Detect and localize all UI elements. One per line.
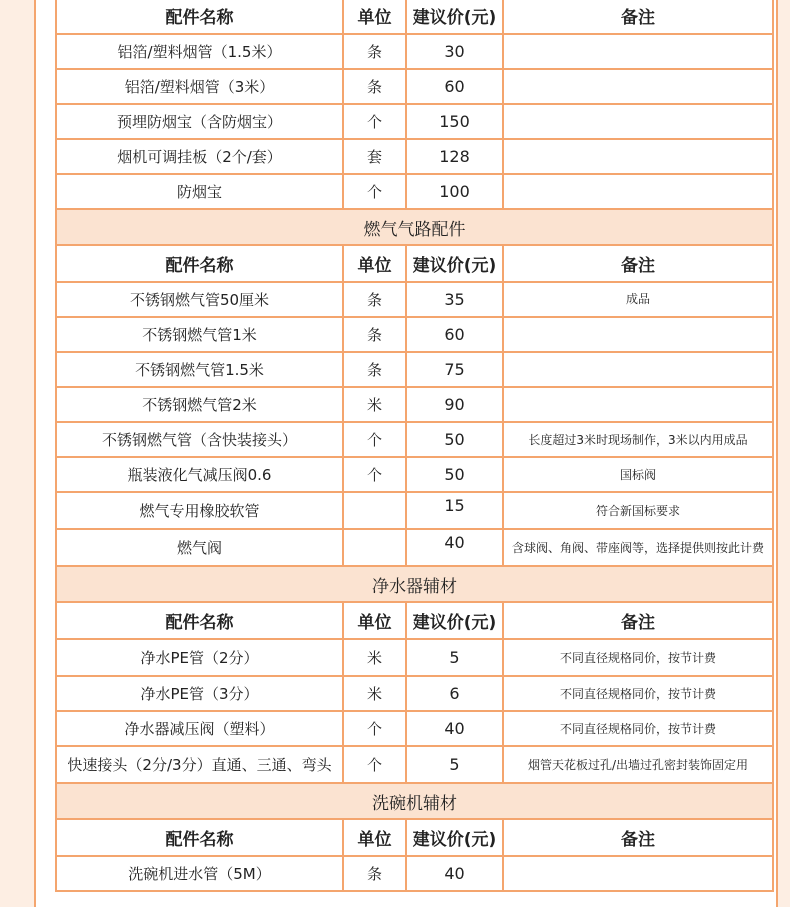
cell-note: 不同直径规格同价，按节计费 — [503, 676, 773, 711]
header-row — [56, 0, 773, 34]
cell-name: 不锈钢燃气管（含快装接头） — [56, 422, 343, 457]
cell-name: 净水PE管（2分） — [56, 639, 343, 676]
cell-unit: 个 — [343, 457, 406, 492]
cell-note: 不同直径规格同价，按节计费 — [503, 711, 773, 746]
cell-unit: 米 — [343, 676, 406, 711]
cell-price: 30 — [406, 34, 503, 69]
cell-price: 50 — [406, 457, 503, 492]
right-border-strip — [776, 0, 790, 907]
cell-price: 90 — [406, 387, 503, 422]
table-row — [56, 711, 773, 746]
table-row — [56, 422, 773, 457]
cell-price: 15 — [406, 492, 503, 529]
table-row — [56, 676, 773, 711]
table-row — [56, 492, 773, 529]
cell-name: 燃气专用橡胶软管 — [56, 492, 343, 529]
header-row — [56, 819, 773, 856]
table-row — [56, 139, 773, 174]
table-row — [56, 457, 773, 492]
cell-name: 预埋防烟宝（含防烟宝） — [56, 104, 343, 139]
cell-price: 60 — [406, 317, 503, 352]
cell-name: 净水器减压阀（塑料） — [56, 711, 343, 746]
header-note: 备注 — [503, 0, 773, 34]
cell-price: 40 — [406, 856, 503, 891]
table-row — [56, 856, 773, 891]
table-row — [56, 174, 773, 209]
cell-name: 快速接头（2分/3分）直通、三通、弯头 — [56, 746, 343, 783]
header-name: 配件名称 — [56, 0, 343, 34]
cell-unit — [343, 492, 406, 529]
header-note: 备注 — [503, 819, 773, 856]
cell-unit — [343, 529, 406, 566]
table-row — [56, 639, 773, 676]
cell-note — [503, 104, 773, 139]
cell-unit: 个 — [343, 422, 406, 457]
cell-note — [503, 69, 773, 104]
table-row — [56, 387, 773, 422]
table-row — [56, 352, 773, 387]
cell-name: 防烟宝 — [56, 174, 343, 209]
cell-price: 6 — [406, 676, 503, 711]
cell-price: 5 — [406, 639, 503, 676]
cell-name: 铝箔/塑料烟管（3米） — [56, 69, 343, 104]
cell-unit: 个 — [343, 746, 406, 783]
cell-name: 烟机可调挂板（2个/套） — [56, 139, 343, 174]
cell-name: 瓶装液化气减压阀0.6 — [56, 457, 343, 492]
cell-name: 不锈钢燃气管2米 — [56, 387, 343, 422]
table-row — [56, 69, 773, 104]
cell-price: 150 — [406, 104, 503, 139]
cell-name: 净水PE管（3分） — [56, 676, 343, 711]
cell-unit: 个 — [343, 174, 406, 209]
header-note: 备注 — [503, 245, 773, 282]
table-row — [56, 282, 773, 317]
header-unit: 单位 — [343, 245, 406, 282]
cell-unit: 条 — [343, 282, 406, 317]
left-border-strip — [0, 0, 34, 907]
header-note: 备注 — [503, 602, 773, 639]
cell-unit: 米 — [343, 639, 406, 676]
header-name: 配件名称 — [56, 819, 343, 856]
cell-price: 75 — [406, 352, 503, 387]
parts-price-table — [55, 0, 774, 892]
header-name: 配件名称 — [56, 602, 343, 639]
cell-price: 60 — [406, 69, 503, 104]
cell-unit: 条 — [343, 317, 406, 352]
header-unit: 单位 — [343, 819, 406, 856]
header-unit: 单位 — [343, 602, 406, 639]
cell-note: 烟管天花板过孔/出墙过孔密封装饰固定用 — [503, 746, 773, 783]
table-row — [56, 746, 773, 783]
cell-unit: 米 — [343, 387, 406, 422]
cell-price: 50 — [406, 422, 503, 457]
cell-price: 35 — [406, 282, 503, 317]
cell-unit: 条 — [343, 69, 406, 104]
cell-note — [503, 352, 773, 387]
cell-price: 40 — [406, 711, 503, 746]
cell-note — [503, 34, 773, 69]
header-price: 建议价(元) — [406, 0, 503, 34]
section-title-row — [56, 566, 773, 602]
cell-name: 洗碗机进水管（5M） — [56, 856, 343, 891]
cell-price: 5 — [406, 746, 503, 783]
cell-name: 燃气阀 — [56, 529, 343, 566]
cell-note: 含球阀、角阀、带座阀等，选择提供则按此计费 — [503, 529, 773, 566]
section-title: 净水器辅材 — [56, 566, 773, 602]
cell-unit: 个 — [343, 711, 406, 746]
cell-name: 不锈钢燃气管1.5米 — [56, 352, 343, 387]
section-title-row — [56, 783, 773, 819]
header-name: 配件名称 — [56, 245, 343, 282]
cell-note: 符合新国标要求 — [503, 492, 773, 529]
cell-price: 100 — [406, 174, 503, 209]
section-title: 燃气气路配件 — [56, 209, 773, 245]
cell-unit: 条 — [343, 856, 406, 891]
header-price: 建议价(元) — [406, 819, 503, 856]
cell-note: 不同直径规格同价，按节计费 — [503, 639, 773, 676]
table-row — [56, 529, 773, 566]
header-row — [56, 245, 773, 282]
cell-name: 铝箔/塑料烟管（1.5米） — [56, 34, 343, 69]
cell-note — [503, 387, 773, 422]
header-row — [56, 602, 773, 639]
cell-note — [503, 174, 773, 209]
cell-unit: 个 — [343, 104, 406, 139]
cell-price: 128 — [406, 139, 503, 174]
section-title-row — [56, 209, 773, 245]
cell-unit: 条 — [343, 352, 406, 387]
cell-note — [503, 139, 773, 174]
table-row — [56, 104, 773, 139]
cell-note — [503, 317, 773, 352]
cell-unit: 条 — [343, 34, 406, 69]
table-row — [56, 317, 773, 352]
header-unit: 单位 — [343, 0, 406, 34]
section-title: 洗碗机辅材 — [56, 783, 773, 819]
cell-name: 不锈钢燃气管50厘米 — [56, 282, 343, 317]
cell-note: 成品 — [503, 282, 773, 317]
cell-name: 不锈钢燃气管1米 — [56, 317, 343, 352]
cell-note: 国标阀 — [503, 457, 773, 492]
table-row — [56, 34, 773, 69]
cell-note — [503, 856, 773, 891]
cell-note: 长度超过3米时现场制作，3米以内用成品 — [503, 422, 773, 457]
header-price: 建议价(元) — [406, 245, 503, 282]
cell-unit: 套 — [343, 139, 406, 174]
cell-price: 40 — [406, 529, 503, 566]
header-price: 建议价(元) — [406, 602, 503, 639]
